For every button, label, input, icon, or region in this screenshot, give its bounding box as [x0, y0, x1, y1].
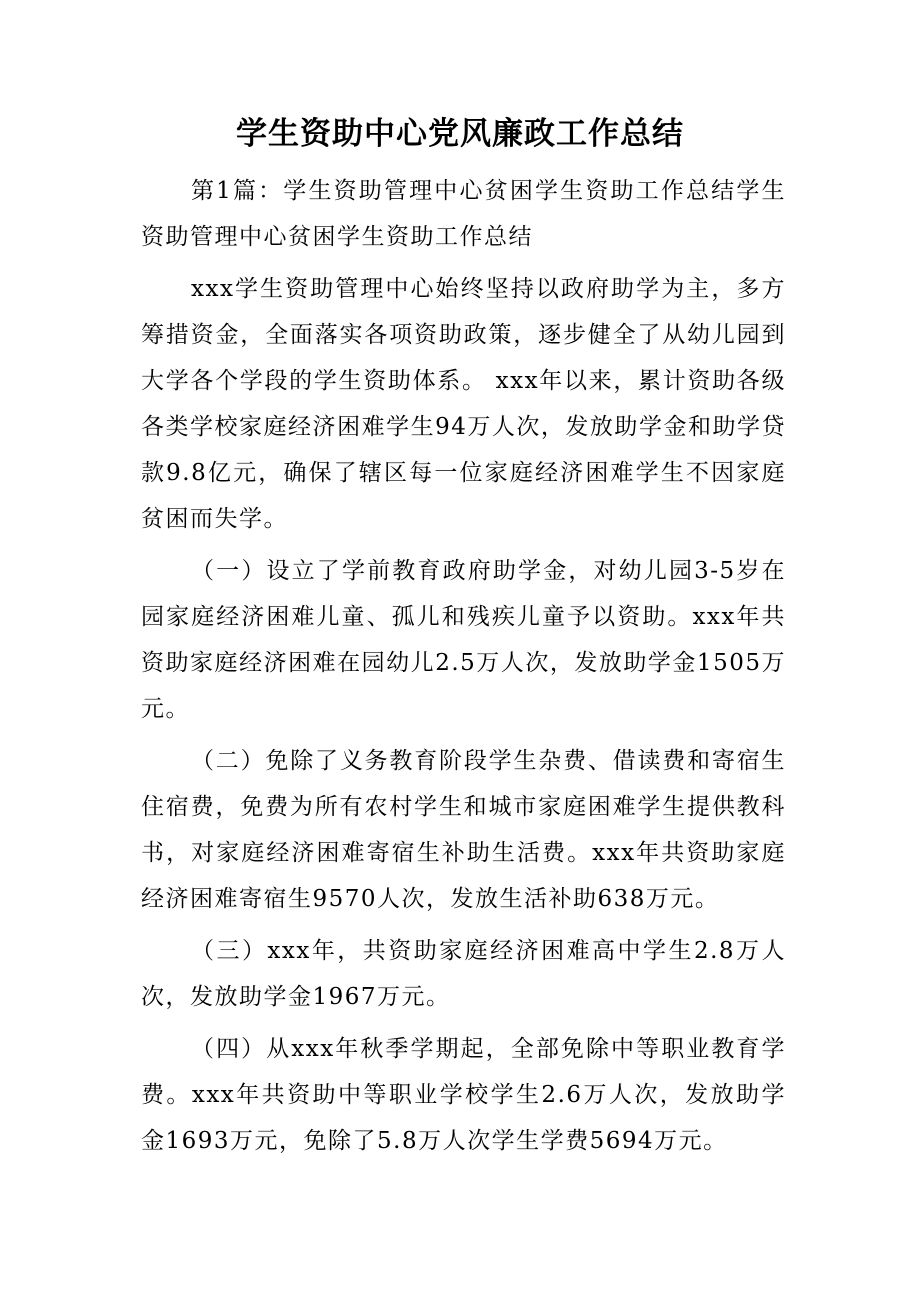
document-title: 学生资助中心党风廉政工作总结	[236, 116, 684, 152]
paragraph-6: （四）从xxx年秋季学期起，全部免除中等职业教育学费。xxx年共资助中等职业学校学生2.6万人次，发放助学金1693万元，免除了5.8万人次学生学费5694万元。	[141, 1036, 786, 1154]
document-body	[141, 168, 786, 1164]
paragraph-5: （三）xxx年，共资助家庭经济困难高中学生2.8万人次，发放助学金1967万元。	[141, 938, 786, 1010]
paragraph-2: xxx学生资助管理中心始终坚持以政府助学为主，多方筹措资金，全面落实各项资助政策，逐步健全了从幼儿园到大学各个学段的学生资助体系。 xxx年以来，累计资助各级各类学校家庭经济困难学生94万人次，发放助学金和助学贷款9.8亿元，确保了辖区每一位家庭经济困难学生不因家庭贫困而失学。	[141, 276, 786, 532]
paragraph-4: （二）免除了义务教育阶段学生杂费、借读费和寄宿生住宿费，免费为所有农村学生和城市家庭困难学生提供教科书，对家庭经济困难寄宿生补助生活费。xxx年共资助家庭经济困难寄宿生9570人次，发放生活补助638万元。	[141, 748, 786, 912]
paragraph-3: （一）设立了学前教育政府助学金，对幼儿园3-5岁在园家庭经济困难儿童、孤儿和残疾儿童予以资助。xxx年共资助家庭经济困难在园幼儿2.5万人次，发放助学金1505万元。	[141, 558, 786, 722]
paragraph-1: 第1篇：学生资助管理中心贫困学生资助工作总结学生资助管理中心贫困学生资助工作总结	[141, 178, 786, 250]
